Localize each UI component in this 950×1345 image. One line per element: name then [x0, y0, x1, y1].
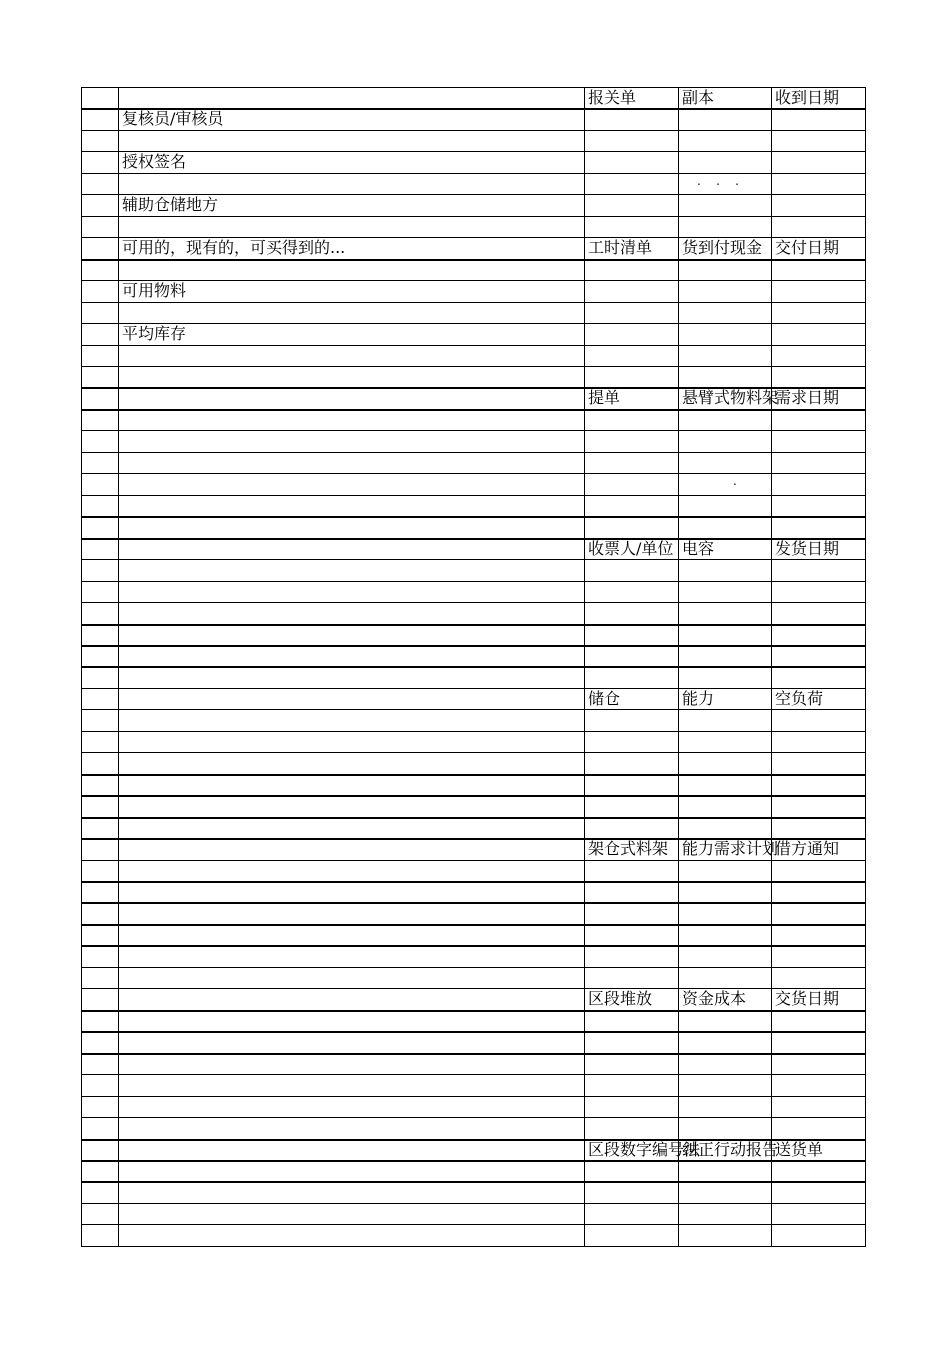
cell-e-row-43: 交货日期	[775, 989, 840, 1008]
row-border	[81, 945, 866, 947]
cell-d-row-1: 副本	[682, 88, 715, 107]
row-border	[81, 688, 866, 689]
cell-e-row-8: 交付日期	[775, 238, 840, 257]
row-border	[81, 409, 866, 411]
cell-b-row-12: 平均库存	[122, 324, 187, 343]
cell-c-row-43: 区段堆放	[588, 989, 653, 1008]
row-border	[81, 1246, 866, 1247]
cell-c-row-8: 工时清单	[588, 238, 653, 257]
cell-c-row-36: 架仓式料架	[588, 839, 669, 858]
row-border	[81, 881, 866, 883]
row-border	[81, 345, 866, 346]
row-border	[81, 988, 866, 989]
row-border	[81, 1031, 866, 1033]
row-border	[81, 624, 866, 626]
cell-c-row-50: 区段数字编号法	[588, 1140, 701, 1159]
row-border	[81, 87, 866, 88]
row-border	[81, 1160, 866, 1162]
cell-e-row-29: 空负荷	[775, 689, 824, 708]
row-border	[81, 1074, 866, 1075]
row-border	[81, 1010, 866, 1012]
row-border	[81, 1181, 866, 1183]
row-border	[81, 259, 866, 261]
row-border	[81, 473, 866, 474]
cell-c-row-15: 提单	[588, 388, 621, 407]
row-border	[81, 130, 866, 131]
cell-b-row-4: 授权签名	[122, 152, 187, 171]
cell-c-row-29: 储仓	[588, 689, 621, 708]
row-border	[81, 795, 866, 797]
row-border	[81, 752, 866, 753]
dot-marks: .	[733, 474, 737, 488]
row-border	[81, 430, 866, 431]
row-border	[81, 366, 866, 367]
row-border	[81, 709, 866, 710]
row-border	[81, 151, 866, 152]
cell-d-row-15: 悬臂式物料架	[682, 388, 779, 407]
row-border	[81, 602, 866, 603]
row-border	[81, 1117, 866, 1118]
cell-e-row-15: 需求日期	[775, 388, 840, 407]
row-border	[81, 559, 866, 560]
row-border	[81, 967, 866, 968]
cell-e-row-36: 借方通知	[775, 839, 840, 858]
cell-b-row-2: 复核员/审核员	[122, 109, 224, 128]
row-border	[81, 1224, 866, 1225]
cell-d-row-36: 能力需求计划	[682, 839, 779, 858]
cell-b-row-10: 可用物料	[122, 281, 187, 300]
cell-e-row-50: 送货单	[775, 1140, 824, 1159]
cell-e-row-1: 收到日期	[775, 88, 840, 107]
row-border	[81, 280, 866, 281]
row-border	[81, 495, 866, 496]
dot-marks: . . .	[697, 174, 739, 188]
row-border	[81, 645, 866, 647]
row-border	[81, 1203, 866, 1204]
row-border	[81, 452, 866, 453]
row-border	[81, 581, 866, 582]
cell-c-row-1: 报关单	[588, 88, 637, 107]
cell-d-row-50: 纠正行动报告	[682, 1140, 779, 1159]
row-border	[81, 173, 866, 174]
row-border	[81, 516, 866, 518]
row-border	[81, 924, 866, 926]
cell-c-row-22: 收票人/单位	[588, 539, 674, 558]
row-border	[81, 860, 866, 861]
row-border	[81, 302, 866, 303]
cell-b-row-6: 辅助仓储地方	[122, 195, 219, 214]
row-border	[81, 538, 866, 540]
row-border	[81, 666, 866, 668]
row-border	[81, 774, 866, 776]
row-border	[81, 323, 866, 324]
row-border	[81, 216, 866, 217]
row-border	[81, 1096, 866, 1097]
row-border	[81, 1053, 866, 1055]
cell-d-row-43: 资金成本	[682, 989, 747, 1008]
row-border	[81, 731, 866, 732]
cell-e-row-22: 发货日期	[775, 539, 840, 558]
cell-d-row-8: 货到付现金	[682, 238, 763, 257]
row-border	[81, 902, 866, 904]
row-border	[81, 817, 866, 819]
cell-b-row-8: 可用的，现有的，可买得到的...	[122, 238, 346, 257]
cell-d-row-22: 电容	[682, 539, 715, 558]
cell-d-row-29: 能力	[682, 689, 715, 708]
